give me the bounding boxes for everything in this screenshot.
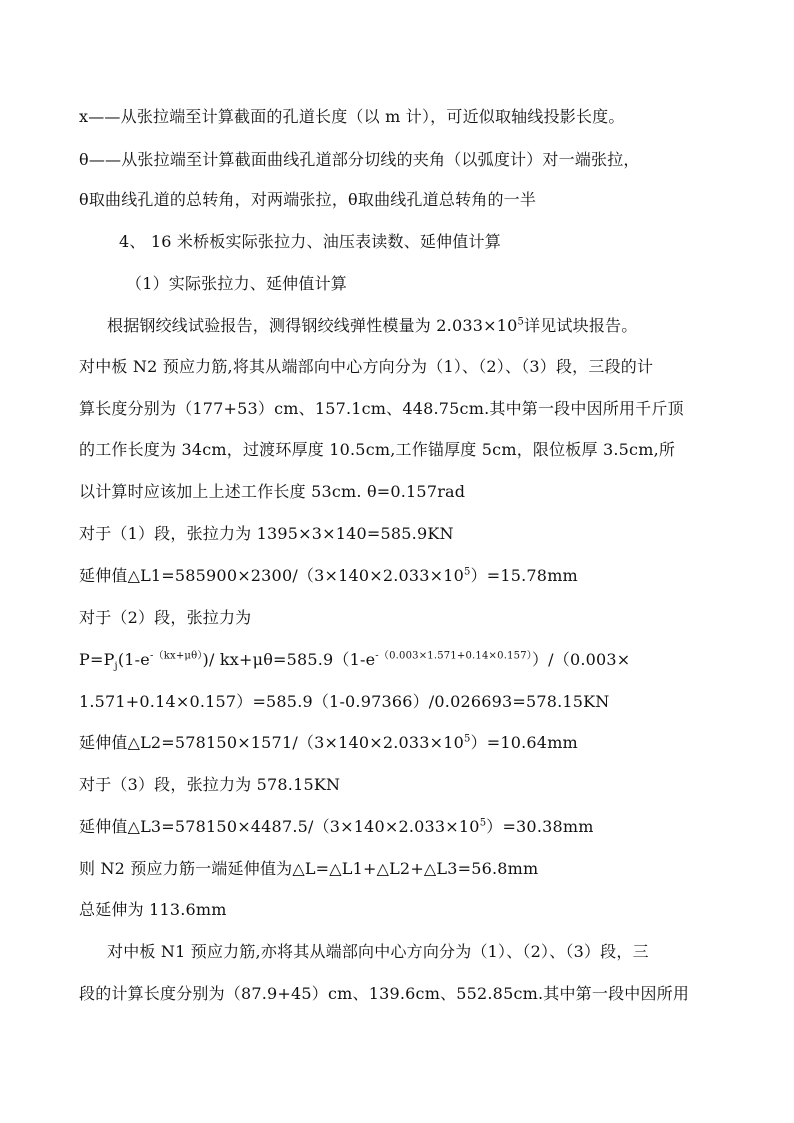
paragraph-line-theta-value: 以计算时应该加上上述工作长度 53cm. θ=0.157rad (79, 482, 466, 501)
formula-exponent-2: -（0.003×1.571+0.14×0.157） (375, 650, 532, 662)
elongation-l2-text: 延伸值△L2=578150×1571/（3×140×2.033×10 (79, 733, 465, 752)
paragraph-line-segment3-force: 对于（3）段，张拉力为 578.15KN (79, 775, 341, 794)
subsection-heading-1: （1）实际张拉力、延伸值计算 (126, 274, 347, 293)
paragraph-line-modulus (107, 314, 747, 338)
formula-exponent-1: -（kx+μθ） (149, 650, 203, 662)
paragraph-line-theta-definition: θ——从张拉端至计算截面曲线孔道部分切线的夹角（以弧度计）对一端张拉， (79, 150, 640, 169)
paragraph-line-n1-lengths: 段的计算长度分别为（87.9+45）cm、139.6cm、552.85cm.其中第一段中因所用 (79, 984, 690, 1003)
formula-start: P=P (79, 650, 115, 669)
elongation-l1-tail: ）=15.78mm (470, 566, 578, 585)
elongation-l2-exponent: 5 (464, 733, 471, 745)
elongation-l1-exponent: 5 (464, 566, 471, 578)
formula-part3: ）/（0.003× (531, 650, 631, 669)
paragraph-line-n1-division: 对中板 N1 预应力筋,亦将其从端部向中心方向分为（1）、（2）、（3）段，三 (107, 942, 649, 961)
elongation-l3-exponent: 5 (479, 817, 487, 829)
formula-subscript-j: j (114, 661, 118, 673)
paragraph-line-n2-total-one-end: 则 N2 预应力筋一端延伸值为△L=△L1+△L2+△L3=56.8mm (79, 859, 539, 878)
formula-part2: )/ kx+μθ=585.9（1-e (202, 650, 376, 669)
paragraph-line-working-length: 的工作长度为 34cm，过渡环厚度 10.5cm,工作锚厚度 5cm，限位板厚 3.5cm,所 (79, 440, 676, 459)
paragraph-line-segment2-elongation (79, 731, 719, 755)
paragraph-line-formula-result: 1.571+0.14×0.157）=585.9（1-0.97366）/0.026693=578.15KN (79, 692, 610, 711)
paragraph-line-segment3-elongation (79, 815, 719, 839)
paragraph-line-n2-lengths: 算长度分别为（177+53）cm、157.1cm、448.75cm.其中第一段中因所用千斤顶 (79, 399, 684, 418)
modulus-text: 根据钢绞线试验报告，测得钢绞线弹性模量为 2.033×10 (107, 316, 518, 335)
elongation-l1-text: 延伸值△L1=585900×2300/（3×140×2.033×10 (79, 566, 465, 585)
paragraph-line-n2-division: 对中板 N2 预应力筋,将其从端部向中心方向分为（1）、（2）、（3）段，三段的计 (79, 357, 654, 376)
paragraph-line-x-definition: x——从张拉端至计算截面的孔道长度（以 m 计），可近似取轴线投影长度。 (79, 107, 625, 126)
section-heading-4: 4、 16 米桥板实际张拉力、油压表读数、延伸值计算 (119, 232, 501, 251)
elongation-l3-tail: ）=30.38mm (486, 817, 594, 836)
paragraph-line-total-elongation: 总延伸为 113.6mm (79, 900, 227, 919)
paragraph-line-segment1-force: 对于（1）段，张拉力为 1395×3×140=585.9KN (79, 524, 454, 543)
paragraph-line-theta-angle: θ取曲线孔道的总转角，对两端张拉，θ取曲线孔道总转角的一半 (79, 190, 537, 209)
paragraph-line-segment2-force: 对于（2）段，张拉力为 (79, 608, 252, 627)
paragraph-line-formula (79, 648, 719, 672)
modulus-exponent: 5 (517, 316, 525, 328)
elongation-l2-tail: ）=10.64mm (470, 733, 578, 752)
formula-part1: (1-e (117, 650, 150, 669)
paragraph-line-segment1-elongation (79, 564, 719, 588)
elongation-l3-text: 延伸值△L3=578150×4487.5/（3×140×2.033×10 (79, 817, 480, 836)
modulus-tail: 详见试块报告。 (524, 316, 638, 335)
